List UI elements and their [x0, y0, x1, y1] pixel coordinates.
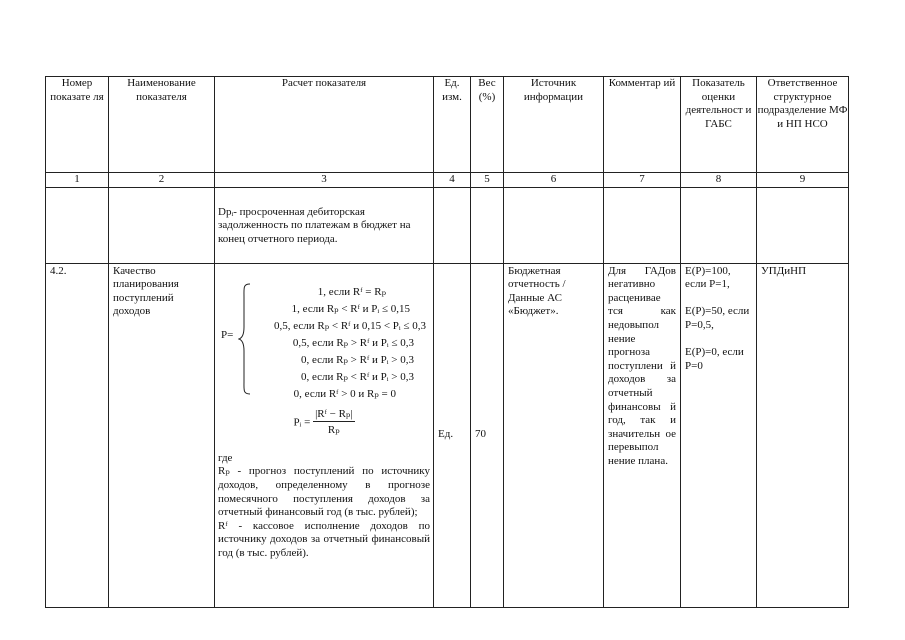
header-calculation: Расчет показателя	[215, 77, 434, 173]
pi-formula	[218, 408, 430, 438]
formula-case: 0, если Rₚ < Rᶠ и Pᵢ > 0,3	[301, 370, 414, 383]
comment-value: Для ГАДов негативно расценивае тся как недовыпол нение прогноза поступлени й доходов за отчетный финансовы й год, так и значительн ое перевыпол нение плана.	[604, 263, 681, 607]
rf-description: Rᶠ - кассовое исполнение доходов по источнику доходов за отчетный финансовый год (в тыс. рублей).	[218, 519, 430, 559]
header-indicator-number: Номер показате ля	[46, 77, 109, 173]
header-responsible: Ответственное структурное подразделение МФ и НП НСО	[757, 77, 849, 173]
continuation-row	[46, 187, 849, 263]
column-number: 8	[681, 173, 757, 188]
formula-case: 0,5, если Rₚ > Rᶠ и Pᵢ ≤ 0,3	[292, 336, 414, 349]
unit-value: Ед.	[434, 263, 471, 607]
where-label: где	[218, 451, 233, 464]
responsible-unit: УПДиНП	[757, 263, 849, 607]
column-number: 3	[215, 173, 434, 188]
formula-case: 1, если Rᶠ = Rₚ	[317, 285, 386, 298]
formula-lhs: P=	[221, 328, 234, 341]
column-number: 5	[471, 173, 504, 188]
rp-description: Rₚ - прогноз поступлений по источнику доходов, определенному в прогнозе помесячного поступления доходов за отчетный финансовый год (в тыс. рублей);	[218, 465, 430, 519]
indicator-number: 4.2.	[46, 263, 109, 607]
column-number: 6	[504, 173, 604, 188]
column-number: 7	[604, 173, 681, 188]
pi-lhs: Pᵢ =	[293, 416, 311, 429]
column-number: 4	[434, 173, 471, 188]
indicator-name: Качество планирования поступлений доходов	[109, 263, 215, 607]
formula-case: 1, если Rₚ < Rᶠ и Pᵢ ≤ 0,15	[291, 302, 410, 315]
header-row	[46, 77, 849, 173]
indicator-row-4-2	[46, 263, 849, 607]
dp-definition: Dpᵢ- просроченная дебиторская задолженность по платежам в бюджет на конец отчетного периода.	[215, 187, 434, 263]
formula-case: 0, если Rₚ > Rᶠ и Pᵢ > 0,3	[301, 353, 414, 366]
piecewise-formula	[218, 266, 430, 400]
indicators-table	[45, 76, 849, 608]
left-brace-icon	[238, 283, 252, 395]
header-comment: Комментар ий	[604, 77, 681, 173]
header-unit: Ед. изм.	[434, 77, 471, 173]
weight-value: 70	[471, 263, 504, 607]
source-value: Бюджетная отчетность / Данные АС «Бюджет».	[504, 263, 604, 607]
pi-numerator: |Rᶠ − Rₚ|	[313, 408, 354, 423]
header-source: Источник информации	[504, 77, 604, 173]
column-number: 9	[757, 173, 849, 188]
column-number: 1	[46, 173, 109, 188]
column-number: 2	[109, 173, 215, 188]
header-evaluation: Показатель оценки деятельност и ГАБС	[681, 77, 757, 173]
evaluation-value: E(P)=100, если P=1, E(P)=50, если P=0,5, E(P)=0, если P=0	[681, 263, 757, 607]
pi-denominator: Rₚ	[327, 424, 340, 437]
header-weight: Вес (%)	[471, 77, 504, 173]
calculation-cell	[215, 263, 434, 607]
formula-case: 0, если Rᶠ > 0 и Rₚ = 0	[293, 387, 396, 400]
column-number-row	[46, 173, 849, 188]
header-indicator-name: Наименование показателя	[109, 77, 215, 173]
formula-case: 0,5, если Rₚ < Rᶠ и 0,15 < Pᵢ ≤ 0,3	[273, 319, 426, 332]
pi-fraction	[313, 408, 354, 438]
